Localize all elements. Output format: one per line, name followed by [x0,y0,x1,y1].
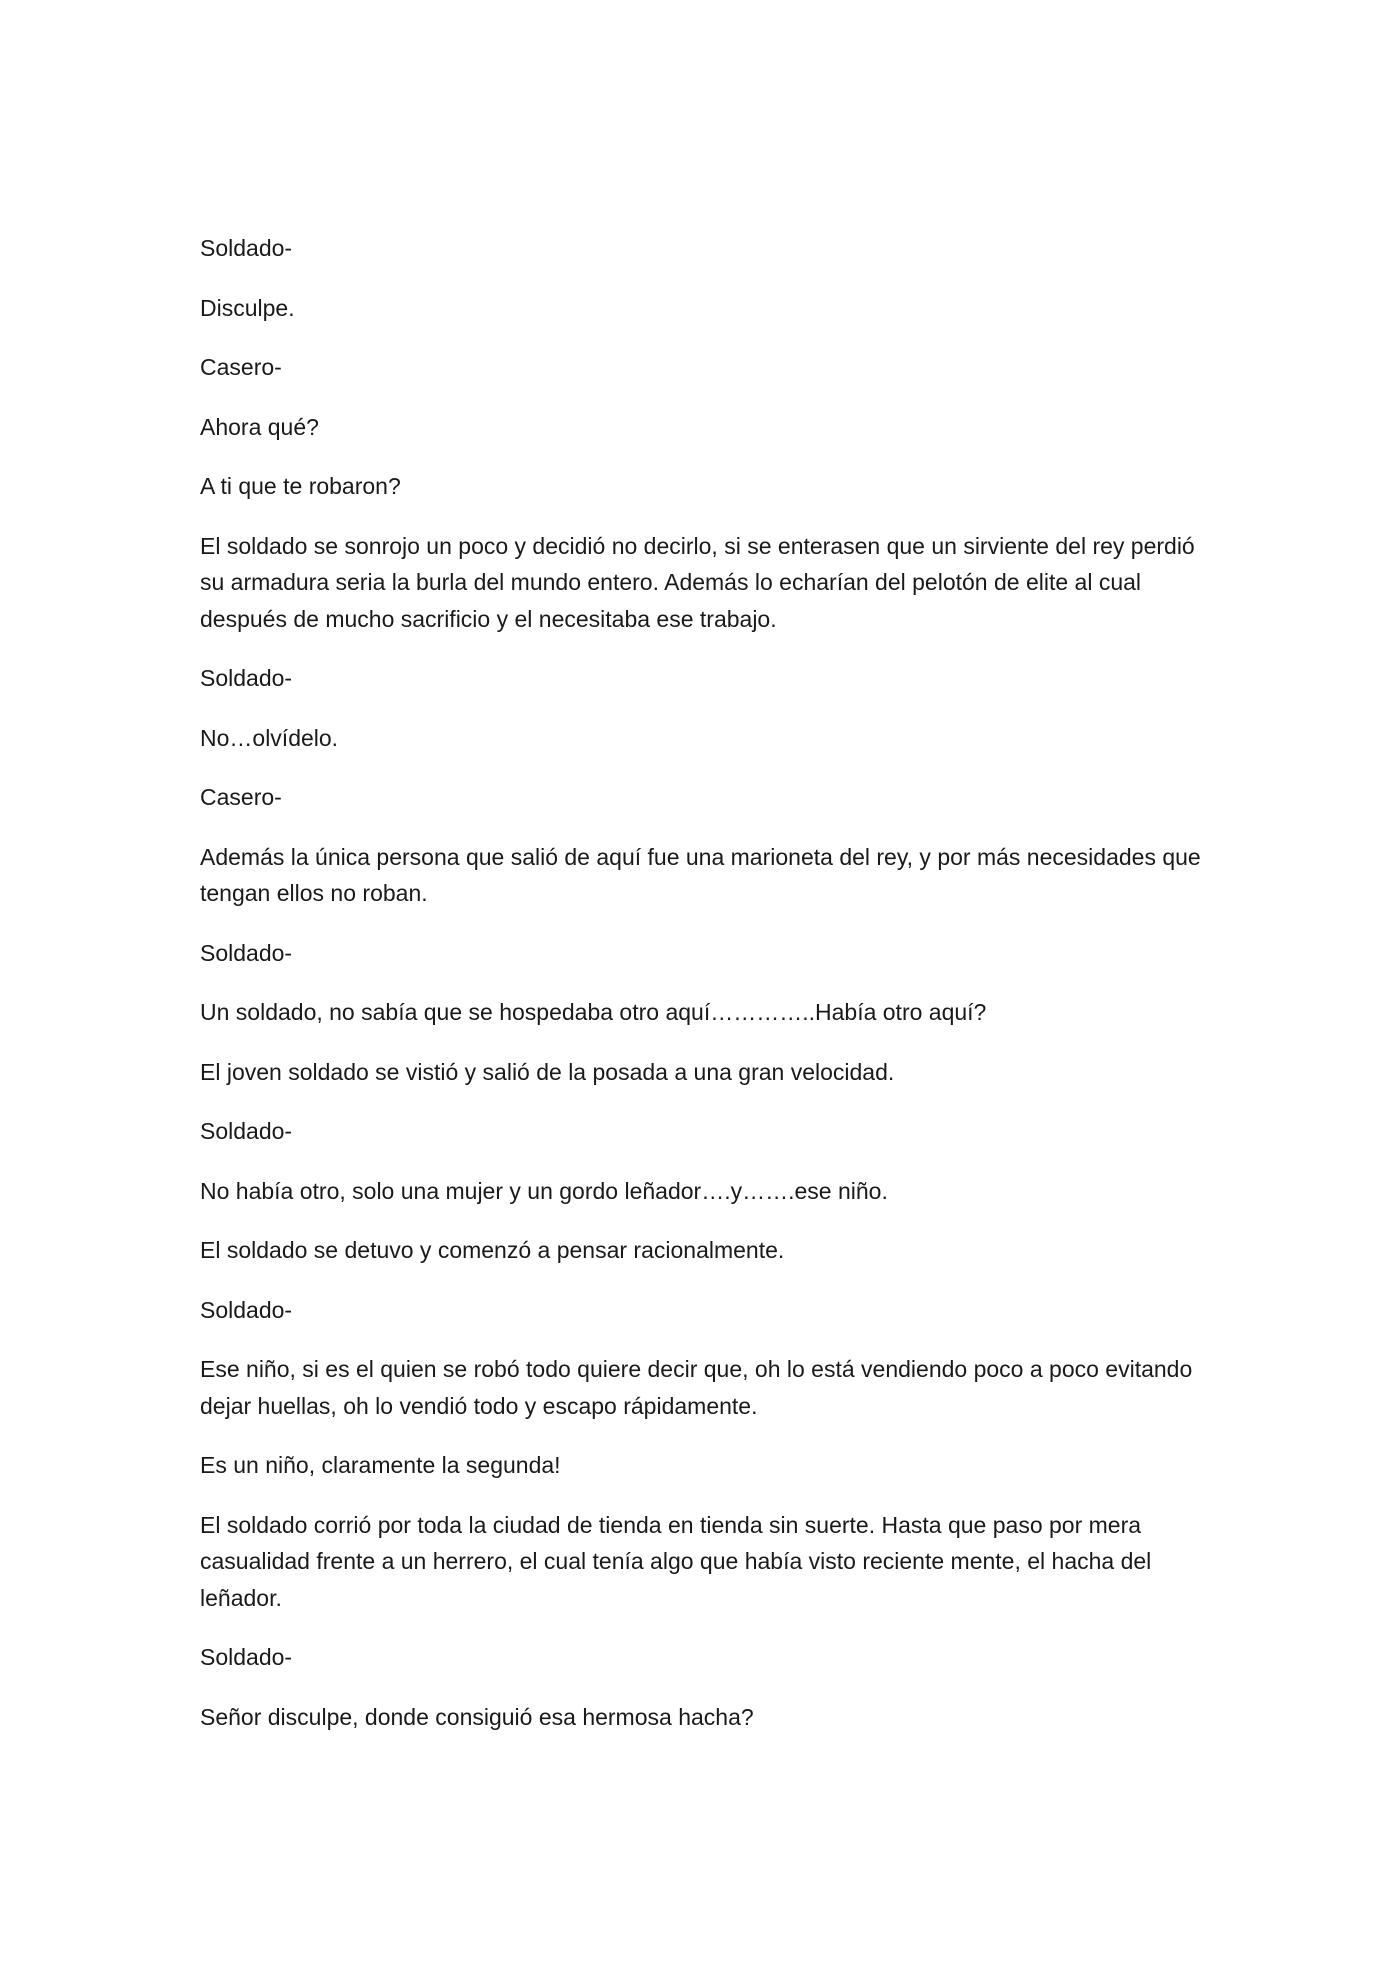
dialogue-line: No…olvídelo. [200,724,339,751]
dialogue-line: A ti que te robaron? [200,473,401,499]
narration-paragraph: El joven soldado se vistió y salió de la posada a una gran velocidad. [200,1058,895,1085]
dialogue-line: Ese niño, si es el quien se robó todo quiere decir que, oh lo está vendiendo poco a poco evitando dejar huellas, oh lo vendió todo y escapo rápidamente. [200,1356,1193,1419]
speaker-label: Casero- [200,784,282,810]
dialogue-line: No había otro, solo una mujer y un gordo leñador….y…….ese niño. [200,1177,888,1204]
narration-paragraph: El soldado se detuvo y comenzó a pensar racionalmente. [200,1237,785,1263]
speaker-label: Soldado- [200,1644,293,1670]
speaker-label: Soldado- [200,1118,293,1144]
speaker-label: Casero- [200,354,282,380]
document-body [200,230,1210,1758]
dialogue-line: Disculpe. [200,294,295,321]
speaker-label: Soldado- [200,235,293,261]
dialogue-line: Un soldado, no sabía que se hospedaba otro aquí…………..Había otro aquí? [200,999,987,1025]
dialogue-line: Señor disculpe, donde consiguió esa hermosa hacha? [200,1703,754,1730]
speaker-label: Soldado- [200,1296,293,1323]
speaker-label: Soldado- [200,939,293,966]
narration-paragraph: El soldado se sonrojo un poco y decidió no decirlo, si se enterasen que un sirviente del rey perdió su armadura seria la burla del mundo entero. Además lo echarían del pelotón de elite al cual después de mucho sacrificio y el necesitaba ese trabajo. [200,532,1195,632]
dialogue-line: Ahora qué? [200,413,319,440]
speaker-label: Soldado- [200,665,293,691]
narration-paragraph: El soldado corrió por toda la ciudad de tienda en tienda sin suerte. Hasta que paso por mera casualidad frente a un herrero, el cual tenía algo que había visto reciente mente, el hacha del leñador. [200,1511,1152,1611]
dialogue-line: Además la única persona que salió de aquí fue una marioneta del rey, y por más necesidades que tengan ellos no roban. [200,843,1201,906]
dialogue-line: Es un niño, claramente la segunda! [200,1452,561,1478]
